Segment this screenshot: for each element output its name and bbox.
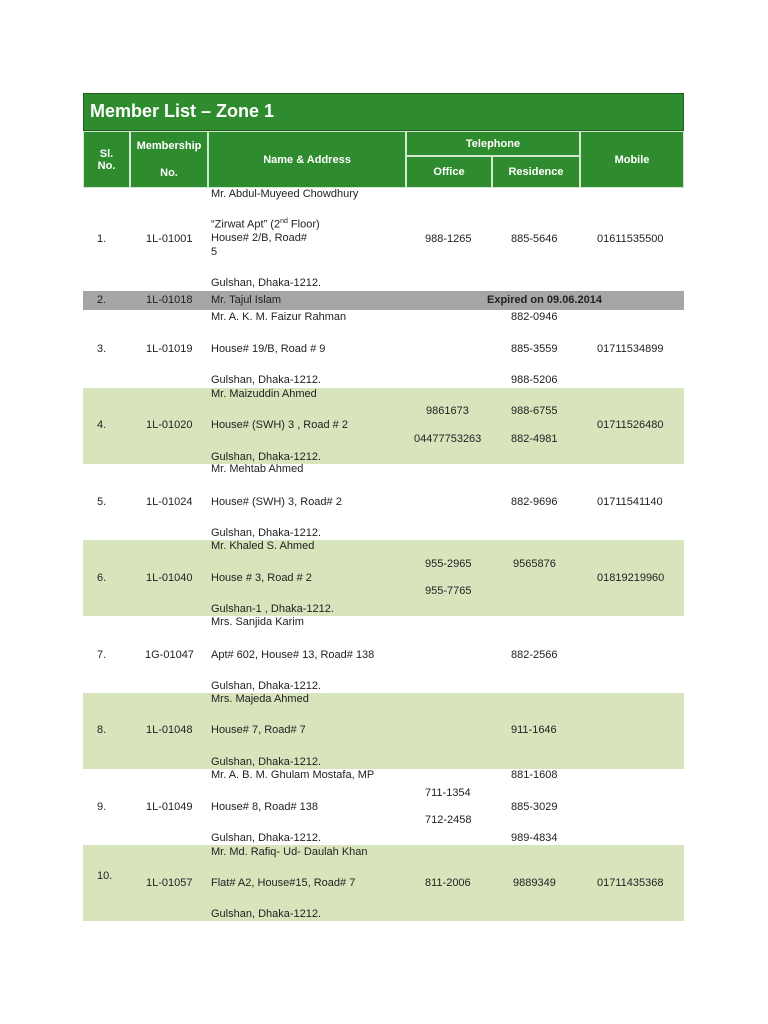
member-city: Gulshan, Dhaka-1212. <box>211 680 322 692</box>
member-city: Gulshan, Dhaka-1212. <box>211 908 322 920</box>
member-address: House# (SWH) 3 , Road # 2 <box>211 419 348 431</box>
membership-no: 1L-01018 <box>146 294 193 306</box>
header-membership <box>130 131 208 188</box>
residence-phone: 885-5646 <box>511 233 558 245</box>
member-city: Gulshan, Dhaka-1212. <box>211 527 322 539</box>
residence-phone: 9565876 <box>513 558 556 570</box>
membership-no: 1L-01057 <box>146 877 193 889</box>
member-address: Apt# 602, House# 13, Road# 138 <box>211 649 375 661</box>
member-address-line2: House# 2/B, Road# <box>211 232 308 244</box>
superscript-ordinal: nd <box>280 218 288 225</box>
mobile-phone: 01611535500 <box>597 233 664 245</box>
status-expired: Expired on 09.06.2014 <box>487 294 602 306</box>
residence-phone: 881-1608 <box>511 769 558 781</box>
member-city: Gulshan, Dhaka-1212. <box>211 832 322 844</box>
office-phone: 988-1265 <box>425 233 472 245</box>
residence-phone: 885-3029 <box>511 801 558 813</box>
residence-phone: 9889349 <box>513 877 556 889</box>
page-title: Member List – Zone 1 <box>90 101 275 121</box>
residence-phone: 882-9696 <box>511 496 558 508</box>
office-phone: 955-2965 <box>425 558 472 570</box>
residence-phone: 988-6755 <box>511 405 558 417</box>
member-name: Mr. Khaled S. Ahmed <box>211 540 315 552</box>
address-part: “Zirwat Apt” (2 <box>211 218 281 231</box>
membership-no: 1L-01048 <box>146 724 193 736</box>
header-mobile: Mobile <box>580 131 684 188</box>
member-city: Gulshan, Dhaka-1212. <box>211 374 322 386</box>
member-address: House# 8, Road# 138 <box>211 801 319 813</box>
office-phone: 9861673 <box>426 405 469 417</box>
mobile-phone: 01711541140 <box>597 496 663 508</box>
sl-no: 9. <box>97 801 107 813</box>
sl-no: 4. <box>97 419 107 431</box>
member-name: Mr. Md. Rafiq- Ud- Daulah Khan <box>211 846 368 858</box>
member-city: Gulshan-1 , Dhaka-1212. <box>211 603 334 615</box>
sl-no: 8. <box>97 724 107 736</box>
membership-no: 1L-01020 <box>146 419 193 431</box>
member-name: Mrs. Sanjida Karim <box>211 616 304 628</box>
sl-no: 2. <box>97 294 107 306</box>
member-address-line3: 5 <box>211 246 218 258</box>
sl-no: 7. <box>97 649 107 661</box>
residence-phone: 882-2566 <box>511 649 558 661</box>
office-phone: 712-2458 <box>425 814 472 826</box>
member-city: Gulshan, Dhaka-1212. <box>211 756 322 768</box>
membership-no: 1L-01019 <box>146 343 193 355</box>
member-city: Gulshan, Dhaka-1212. <box>211 277 322 289</box>
membership-no: 1L-01001 <box>146 233 193 245</box>
member-name: Mr. A. K. M. Faizur Rahman <box>211 311 347 323</box>
sl-no: 5. <box>97 496 107 508</box>
header-name-address: Name & Address <box>208 131 406 188</box>
header-membership-label: Membership <box>136 139 202 152</box>
member-name: Mr. A. B. M. Ghulam Mostafa, MP <box>211 769 375 781</box>
residence-phone: 989-4834 <box>511 832 558 844</box>
mobile-phone: 01711435368 <box>597 877 664 889</box>
address-part: Floor) <box>287 218 320 231</box>
mobile-phone: 01711534899 <box>597 343 664 355</box>
office-phone: 711-1354 <box>425 787 471 799</box>
header-telephone: Telephone <box>406 131 580 156</box>
member-address: House# (SWH) 3, Road# 2 <box>211 496 342 508</box>
member-name: Mrs. Majeda Ahmed <box>211 693 309 705</box>
mobile-phone: 01819219960 <box>597 572 665 584</box>
member-name: Mr. Mehtab Ahmed <box>211 463 304 475</box>
residence-phone: 882-4981 <box>511 433 558 445</box>
header-sl-label-2: No. <box>97 159 116 172</box>
membership-no: 1L-01040 <box>146 572 193 584</box>
header-sl <box>83 131 130 188</box>
sl-no: 10. <box>97 870 113 882</box>
member-name: Mr. Abdul-Muyeed Chowdhury <box>211 188 359 200</box>
member-city: Gulshan, Dhaka-1212. <box>211 451 322 463</box>
sl-no: 6. <box>97 572 107 584</box>
header-membership-label-2: No. <box>160 167 178 180</box>
office-phone: 811-2006 <box>425 877 471 889</box>
mobile-phone: 01711526480 <box>597 419 664 431</box>
office-phone: 955-7765 <box>425 585 472 597</box>
sl-no: 3. <box>97 343 107 355</box>
member-address: House # 3, Road # 2 <box>211 572 312 584</box>
membership-no: 1G-01047 <box>145 649 194 661</box>
membership-no: 1L-01049 <box>146 801 193 813</box>
header-residence: Residence <box>492 156 580 188</box>
residence-phone: 988-5206 <box>511 374 558 386</box>
member-address-line1 <box>211 218 320 231</box>
member-address: House# 7, Road# 7 <box>211 724 306 736</box>
header-sl-label: Sl. <box>99 147 114 160</box>
office-phone: 04477753263 <box>414 433 482 445</box>
member-address: House# 19/B, Road # 9 <box>211 343 326 355</box>
member-name: Mr. Tajul Islam <box>211 294 282 306</box>
residence-phone: 911-1646 <box>511 724 557 736</box>
residence-phone: 885-3559 <box>511 343 558 355</box>
header-office: Office <box>406 156 492 188</box>
membership-no: 1L-01024 <box>146 496 193 508</box>
residence-phone: 882-0946 <box>511 311 558 323</box>
member-address: Flat# A2, House#15, Road# 7 <box>211 877 356 889</box>
sl-no: 1. <box>97 233 107 245</box>
member-name: Mr. Maizuddin Ahmed <box>211 388 317 400</box>
